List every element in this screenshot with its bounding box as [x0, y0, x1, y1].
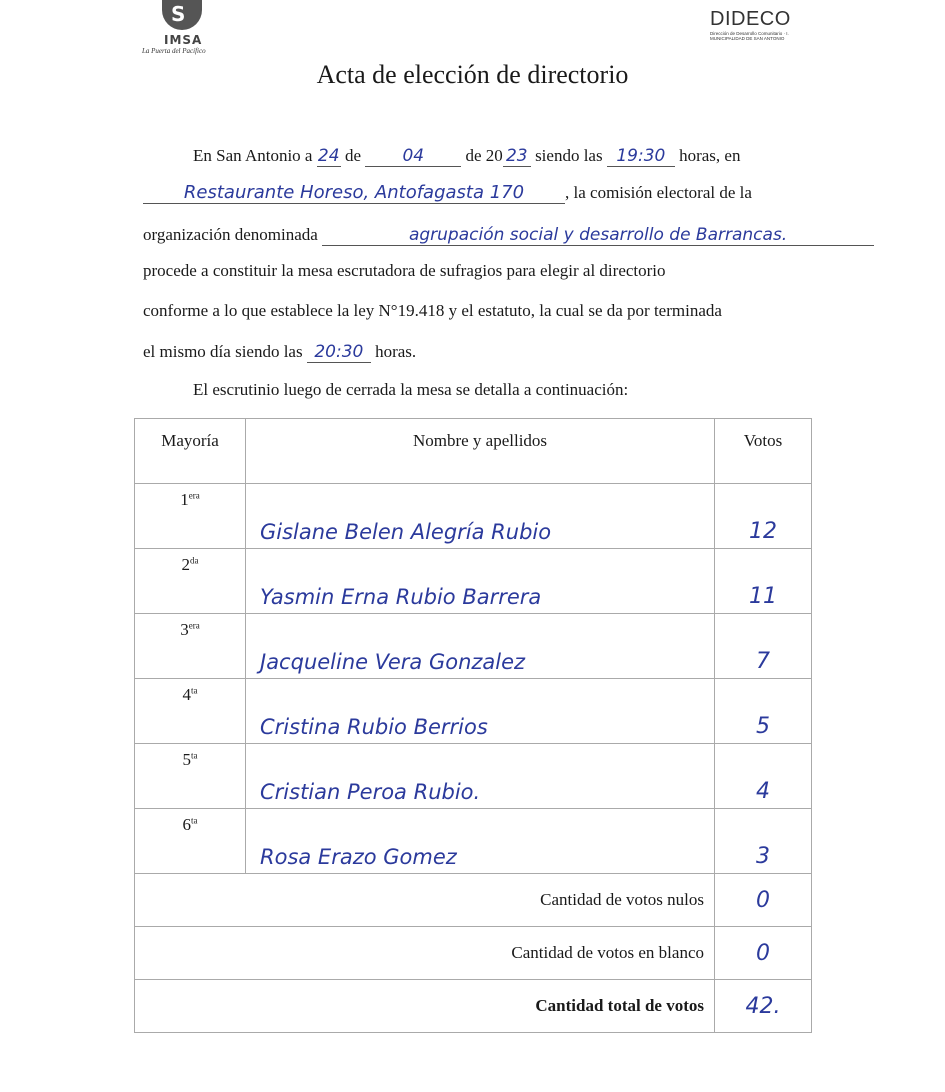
header-votes: Votos [715, 419, 812, 484]
position-cell [135, 614, 246, 679]
blank-votes-value: 0 [715, 927, 812, 980]
intro-text: , la comisión electoral de la [565, 183, 752, 202]
intro-text: horas, en [679, 146, 741, 165]
intro-line-1 [193, 146, 740, 167]
table-row [135, 614, 812, 679]
candidate-name: Cristian Peroa Rubio. [246, 744, 715, 809]
table-row [135, 484, 812, 549]
position-suffix: ta [191, 750, 198, 761]
position-suffix: era [188, 620, 200, 631]
imsa-emblem-icon: S [162, 0, 202, 30]
position-number: 3 [180, 620, 189, 639]
header-name: Nombre y apellidos [246, 419, 715, 484]
candidate-votes: 3 [715, 809, 812, 874]
candidate-name: Gislane Belen Alegría Rubio [246, 484, 715, 549]
table-header-row [135, 419, 812, 484]
position-cell [135, 484, 246, 549]
intro-text: siendo las [535, 146, 603, 165]
dideco-logo-name: DIDECO [710, 8, 791, 30]
intro-text: el mismo día siendo las [143, 342, 303, 361]
year-field: 23 [503, 146, 531, 167]
position-number: 4 [182, 685, 191, 704]
position-number: 5 [182, 750, 191, 769]
intro-line-3 [143, 225, 874, 246]
candidate-name: Jacqueline Vera Gonzalez [246, 614, 715, 679]
table-row [135, 744, 812, 809]
imsa-logo [140, 0, 230, 62]
end-hour-field: 20:30 [307, 342, 371, 363]
organization-field: agrupación social y desarrollo de Barrancas. [322, 225, 874, 246]
intro-line-2 [143, 182, 752, 204]
candidate-name: Cristina Rubio Berrios [246, 679, 715, 744]
candidate-name: Yasmin Erna Rubio Barrera [246, 549, 715, 614]
position-cell [135, 809, 246, 874]
imsa-logo-name: IMSA [164, 33, 203, 47]
table-row [135, 809, 812, 874]
header-position: Mayoría [135, 419, 246, 484]
position-cell [135, 744, 246, 809]
position-number: 6 [182, 815, 191, 834]
month-field: 04 [365, 146, 461, 167]
null-votes-value: 0 [715, 874, 812, 927]
total-votes-row [135, 980, 812, 1033]
day-field: 24 [317, 146, 340, 166]
candidate-votes: 12 [715, 484, 812, 549]
position-number: 2 [181, 555, 190, 574]
intro-text: de 20 [465, 146, 503, 165]
position-suffix: ta [191, 815, 198, 826]
table-row [135, 549, 812, 614]
position-cell [135, 679, 246, 744]
intro-line-6 [143, 342, 416, 363]
dideco-logo-subtitle: Dirección de Desarrollo Comunitario · I. MUNICIPALIDAD DE SAN ANTONIO [710, 31, 789, 41]
intro-line-5: conforme a lo que establece la ley N°19.418 y el estatuto, la cual se da por terminada [143, 301, 722, 320]
intro-text: organización denominada [143, 225, 318, 244]
null-votes-label: Cantidad de votos nulos [135, 874, 715, 927]
total-votes-value: 42. [715, 980, 812, 1033]
position-cell [135, 549, 246, 614]
blank-votes-row [135, 927, 812, 980]
position-suffix: era [188, 490, 200, 501]
position-suffix: ta [191, 685, 198, 696]
hour-field: 19:30 [607, 146, 675, 167]
table-row [135, 679, 812, 744]
intro-text: de [344, 146, 362, 165]
blank-votes-label: Cantidad de votos en blanco [135, 927, 715, 980]
candidate-votes: 4 [715, 744, 812, 809]
candidate-votes: 11 [715, 549, 812, 614]
intro-text: horas. [375, 342, 417, 361]
candidate-name: Rosa Erazo Gomez [246, 809, 715, 874]
scrutiny-intro: El escrutinio luego de cerrada la mesa se detalla a continuación: [193, 380, 629, 399]
dideco-logo [710, 8, 805, 50]
position-number: 1 [180, 490, 189, 509]
total-votes-label: Cantidad total de votos [135, 980, 715, 1033]
null-votes-row [135, 874, 812, 927]
intro-text: En San Antonio a [193, 146, 313, 165]
candidate-votes: 7 [715, 614, 812, 679]
address-field: Restaurante Horeso, Antofagasta 170 [143, 182, 565, 204]
position-suffix: da [190, 555, 199, 566]
results-table [134, 418, 812, 1033]
candidate-votes: 5 [715, 679, 812, 744]
document-title: Acta de elección de directorio [316, 60, 629, 89]
intro-line-4: procede a constituir la mesa escrutadora de sufragios para elegir al directorio [143, 261, 666, 280]
imsa-logo-tagline: La Puerta del Pacífico [142, 47, 206, 55]
